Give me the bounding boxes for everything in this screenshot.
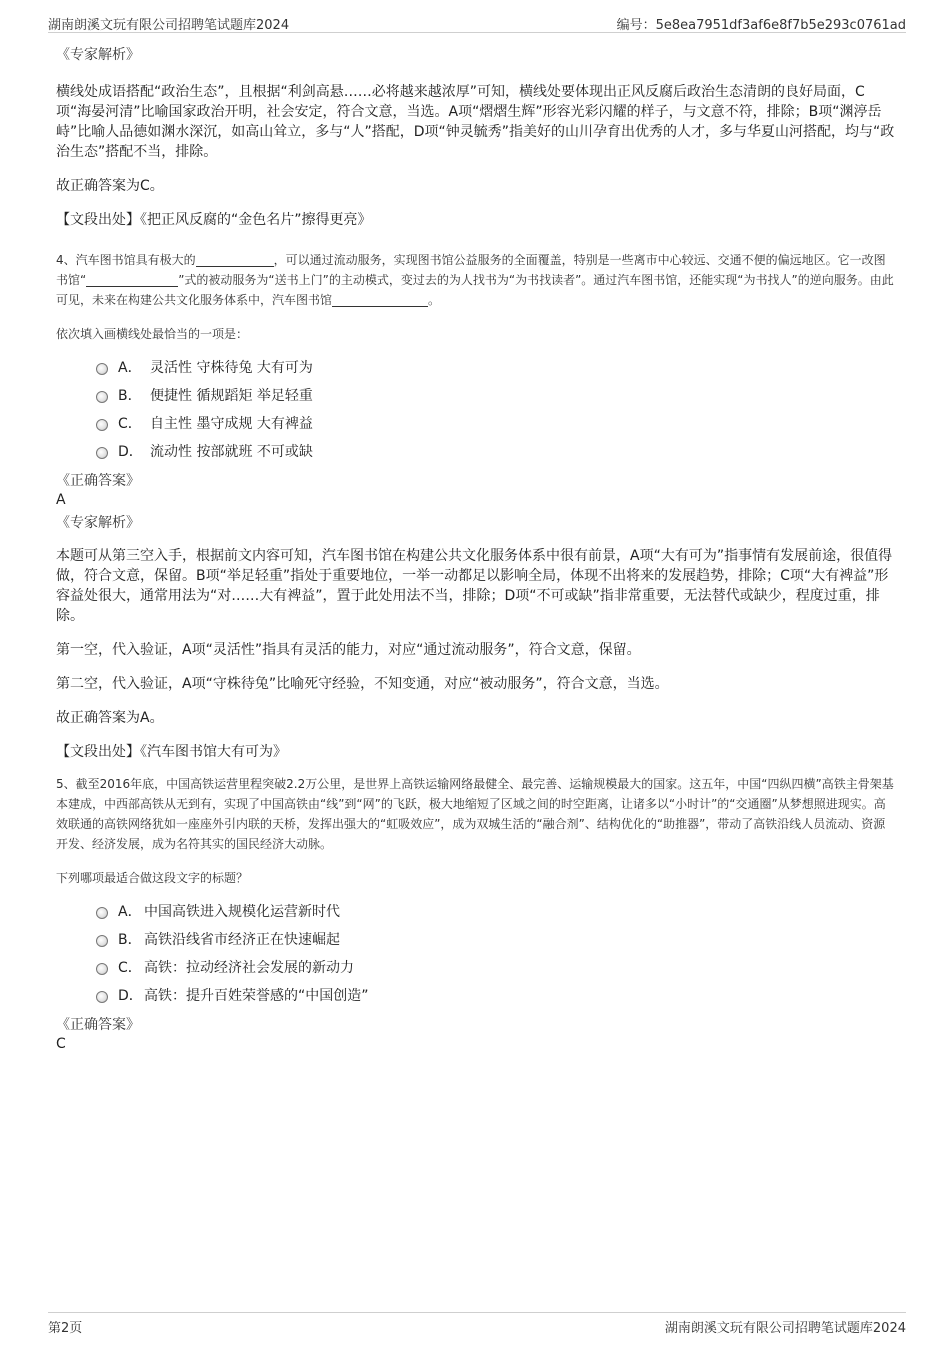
radio-icon[interactable]	[96, 419, 108, 431]
page-header	[48, 12, 906, 33]
radio-icon[interactable]	[96, 907, 108, 919]
q4-answer-label: 《正确答案》	[56, 473, 140, 489]
radio-icon[interactable]	[96, 391, 108, 403]
q4-analysis-1: 本题可从第三空入手，根据前文内容可知，汽车图书馆在构建公共文化服务体系中很有前景，A项“大有可为”指事情有发展前途，很值得做，符合文意，保留。B项“举足轻重”指处于重要地位，一举一动都足以影响全局，体现不出将来的发展趋势，排除；C项“大有裨益”形容益处很大，通常用法为“对……大有裨益”，置于此处用法不当，排除；D项“不可或缺”指非常重要，无法替代或缺少，程度过重，排除。	[56, 548, 893, 624]
q4-stem: 4、汽车图书馆具有极大的 ，可以通过流动服务，实现图书馆公益服务的全面覆盖，特别是一些离市中心较远、交通不便的偏远地区。它一改图书馆“ ”式的被动服务为“送书上门”的主动模式，变过去的为人找书为“为书找读者”。通过汽车图书馆，还能实现“为书找人”的逆向服务。由此可见，未来在构建公共文化服务体系中，汽车图书馆 。	[56, 253, 894, 307]
document-id: 编号：5e8ea7951df3af6e8f7b5e293c0761ad	[616, 18, 906, 33]
radio-icon[interactable]	[96, 991, 108, 1003]
q4-option-d[interactable]: D． 流动性 按部就班 不可或缺	[96, 438, 896, 466]
q5-option-c[interactable]: C． 高铁：拉动经济社会发展的新动力	[96, 954, 896, 982]
q5-prompt: 下列哪项最适合做这段文字的标题？	[56, 871, 249, 885]
q4-option-a[interactable]: A． 灵活性 守株待兔 大有可为	[96, 354, 896, 382]
q4-option-b[interactable]: B． 便捷性 循规蹈矩 举足轻重	[96, 382, 896, 410]
q4-blank-3	[332, 292, 428, 307]
q3-analysis-label: 《专家解析》	[56, 47, 140, 63]
q4-analysis-label: 《专家解析》	[56, 515, 140, 531]
q5-options	[96, 898, 896, 1010]
page-footer	[48, 1312, 906, 1335]
q4-option-c[interactable]: C． 自主性 墨守成规 大有裨益	[96, 410, 896, 438]
radio-icon[interactable]	[96, 935, 108, 947]
q5-option-a[interactable]: A． 中国高铁进入规模化运营新时代	[96, 898, 896, 926]
q5-answer: C	[56, 1036, 66, 1052]
q3-conclusion: 故正确答案为C。	[56, 178, 164, 194]
header-title: 湖南朗溪文玩有限公司招聘笔试题库2024	[48, 18, 290, 33]
q4-answer: A	[56, 492, 66, 508]
q4-conclusion: 故正确答案为A。	[56, 710, 164, 726]
q3-analysis: 横线处成语搭配“政治生态”，且根据“利剑高悬……必将越来越浓厚”可知，横线处要体现出正风反腐后政治生态清朗的良好局面，C项“海晏河清”比喻国家政治开明，社会安定，符合文意，当选。A项“熠熠生辉”形容光彩闪耀的样子，与文意不符，排除；B项“渊渟岳峙”比喻人品德如渊水深沉，如高山耸立，多与“人”搭配，D项“钟灵毓秀”指美好的山川孕育出优秀的人才，多与华夏山河搭配，均与“政治生态”搭配不当，排除。	[56, 84, 895, 160]
footer-title: 湖南朗溪文玩有限公司招聘笔试题库2024	[664, 1321, 906, 1336]
q5-option-b[interactable]: B． 高铁沿线省市经济正在快速崛起	[96, 926, 896, 954]
radio-icon[interactable]	[96, 963, 108, 975]
page-number: 第2页	[48, 1321, 83, 1336]
document-body	[56, 44, 896, 1054]
q3-source: 【文段出处】《把正风反腐的“金色名片”擦得更亮》	[56, 212, 372, 228]
q4-analysis-2: 第一空，代入验证，A项“灵活性”指具有灵活的能力，对应“通过流动服务”，符合文意，保留。	[56, 642, 641, 658]
q4-blank-2	[86, 272, 178, 287]
radio-icon[interactable]	[96, 363, 108, 375]
q4-prompt: 依次填入画横线处最恰当的一项是：	[56, 327, 249, 341]
q4-source: 【文段出处】《汽车图书馆大有可为》	[56, 744, 287, 760]
q4-analysis-3: 第二空，代入验证，A项“守株待兔”比喻死守经验，不知变通，对应“被动服务”，符合文意，当选。	[56, 676, 669, 692]
q4-blank-1	[196, 252, 274, 267]
radio-icon[interactable]	[96, 447, 108, 459]
q5-answer-label: 《正确答案》	[56, 1017, 140, 1033]
q4-options	[96, 354, 896, 466]
q5-option-d[interactable]: D．高铁：提升百姓荣誉感的“中国创造”	[96, 982, 896, 1010]
q5-stem: 5、截至2016年底，中国高铁运营里程突破2.2万公里，是世界上高铁运输网络最健全、最完善、运输规模最大的国家。这五年，中国“四纵四横”高铁主骨架基本建成，中西部高铁从无到有，实现了中国高铁由“线”到“网”的飞跃，极大地缩短了区域之间的时空距离，让诸多以“小时计”的“交通圈”从梦想照进现实。高效联通的高铁网络犹如一座座外引内联的天桥，发挥出强大的“虹吸效应”，成为双城生活的“融合剂”、结构优化的“助推器”，带动了高铁沿线人员流动、资源开发、经济发展，成为名符其实的国民经济大动脉。	[56, 777, 894, 851]
